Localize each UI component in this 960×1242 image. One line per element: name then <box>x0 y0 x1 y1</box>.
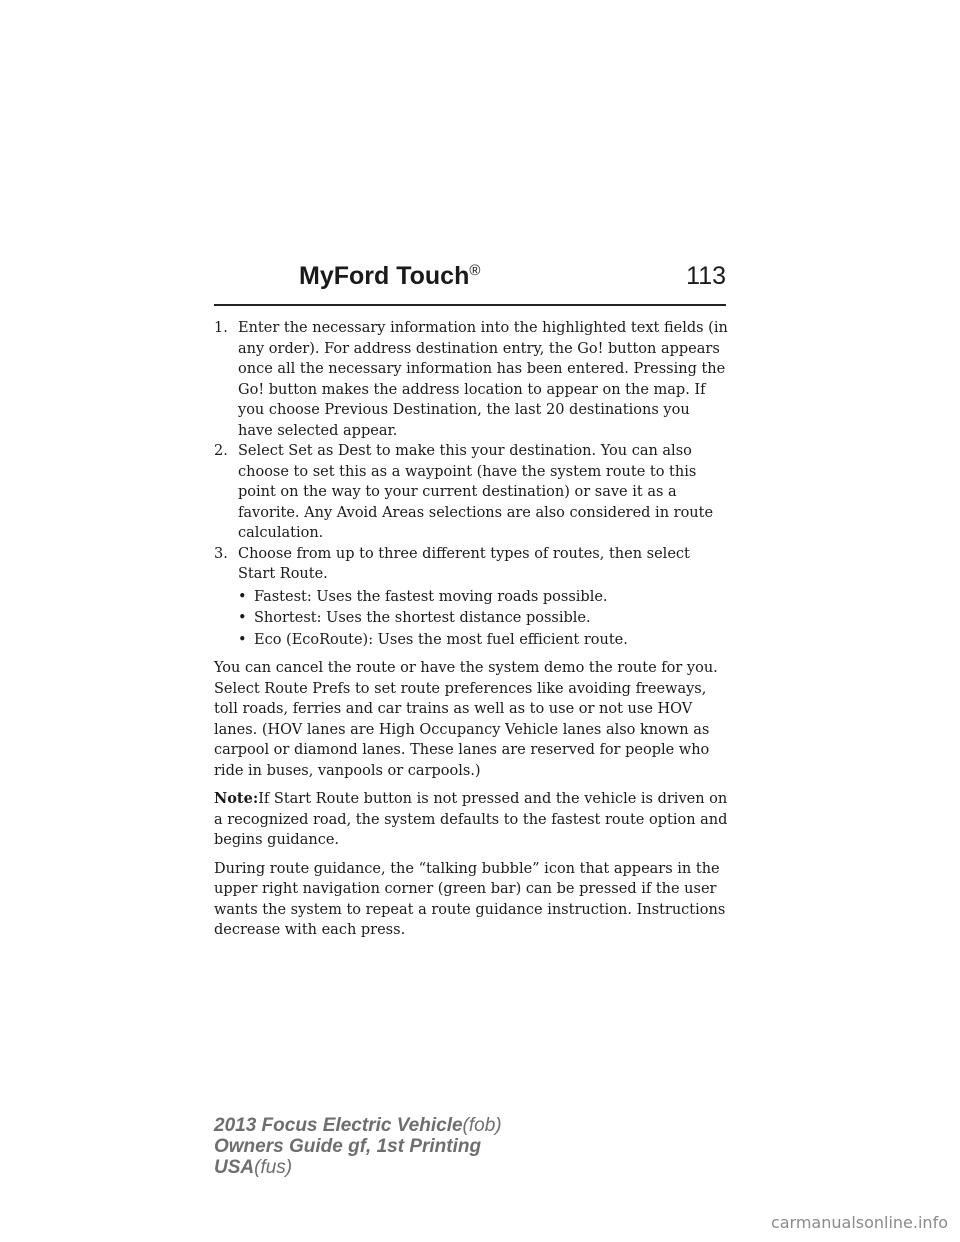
cancel-route-paragraph: You can cancel the route or have the system demo the route for you. Select Route Prefs to set route preferences like avoiding freeways, toll roads, ferries and car trains as well as to use or not use HOV lanes. (HOV lanes are High Occupancy Vehicle lanes also known as carpool or diamond lanes. These lanes are reserved for people who ride in buses, vanpools or carpools.) <box>214 660 718 779</box>
footer-market: USA <box>214 1157 255 1178</box>
list-item-text: Shortest: Uses the shortest distance possible. <box>254 610 591 626</box>
note-text: If Start Route button is not pressed and the vehicle is driven on a recognized road, the system defaults to the fastest route option and begins guidance. <box>214 791 728 848</box>
bullet-icon: • <box>238 588 247 605</box>
page-header <box>214 254 726 306</box>
bullet-icon: • <box>238 610 247 626</box>
footer-line-2 <box>214 1136 502 1157</box>
list-item <box>238 630 728 651</box>
step-text: Enter the necessary information into the highlighted text fields (in any order). For address destination entry, the Go! button appears once all the necessary information has been entered. Pressing the Go! button makes the address location to appear on the map. If you choose Previous Destination, the last 20 destinations you have selected appear. <box>238 320 728 439</box>
bullet-icon: • <box>238 631 247 648</box>
footer-model: 2013 Focus Electric Vehicle <box>214 1115 463 1136</box>
list-item-text: Eco (EcoRoute): Uses the most fuel efficient route. <box>254 631 628 648</box>
note-paragraph <box>214 789 728 851</box>
footer-line-3 <box>214 1157 502 1178</box>
note-label: Note: <box>214 790 259 807</box>
step-text: Select Set as Dest to make this your destination. You can also choose to set this as a waypoint (have the system route to this point on the way to your current destination) or save it as a favorite. Any Avoid Areas selections are also considered in route calculation. <box>238 443 714 541</box>
numbered-steps <box>214 318 728 585</box>
step-item <box>214 544 728 585</box>
guidance-paragraph: During route guidance, the “talking bubble” icon that appears in the upper right navigation corner (green bar) can be pressed if the user wants the system to repeat a route guidance instruction. Instructions decrease with each press. <box>214 860 726 938</box>
print-footer <box>214 1115 502 1178</box>
section-title-text: MyFord Touch <box>299 262 470 290</box>
step-item <box>214 441 728 544</box>
footer-market-code: (fus) <box>254 1157 293 1178</box>
list-item-text: Fastest: Uses the fastest moving roads possible. <box>254 588 608 605</box>
step-number: 3. <box>214 545 228 562</box>
footer-line-1 <box>214 1115 502 1136</box>
section-title <box>299 262 480 291</box>
list-item <box>238 608 728 629</box>
list-item <box>238 587 728 608</box>
step-number: 2. <box>214 443 228 459</box>
step-text: Choose from up to three different types of routes, then select Start Route. <box>238 545 690 582</box>
page-number: 113 <box>686 262 726 290</box>
watermark: carmanualsonline.info <box>770 1213 948 1232</box>
footer-model-code: (fob) <box>462 1115 502 1136</box>
step-item <box>214 318 728 441</box>
step-number: 1. <box>214 320 228 336</box>
route-type-list <box>238 587 728 651</box>
registered-mark: ® <box>469 262 481 279</box>
page-body <box>214 318 728 941</box>
footer-printing: Owners Guide gf, 1st Printing <box>214 1136 482 1157</box>
